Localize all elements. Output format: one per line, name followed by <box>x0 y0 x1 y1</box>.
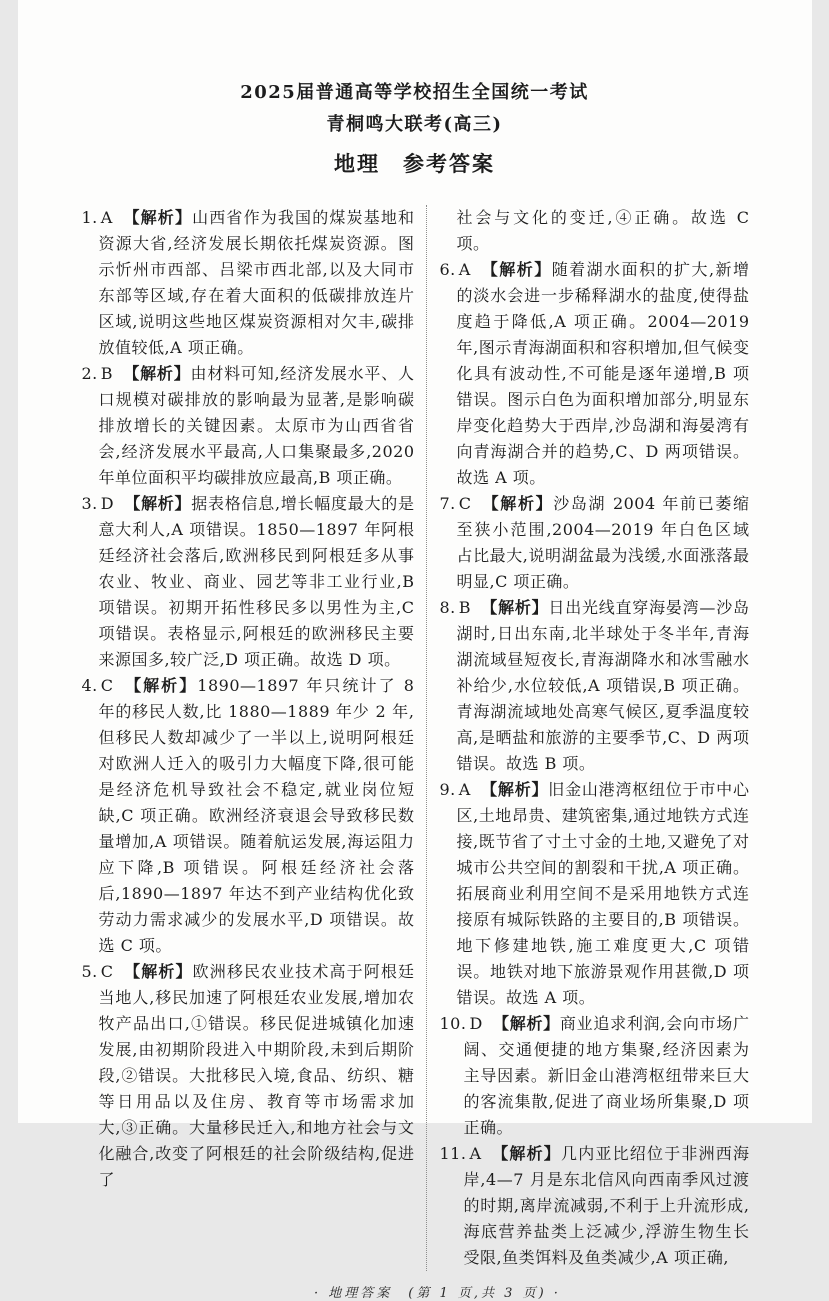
answer-sheet-page <box>18 0 812 1123</box>
answer-item-11 <box>440 1141 750 1271</box>
answer-letter: A <box>459 780 471 799</box>
question-number: 9. <box>440 780 456 799</box>
answer-item-2 <box>82 361 415 491</box>
analysis-text: 随着湖水面积的扩大,新增的淡水会进一步稀释湖水的盐度,使得盐度趋于降低,A 项正确。2004—2019 年,图示青海湖面积和容积增加,但气候变化具有波动性,不可能是逐年递增,B 项错误。图示白色为面积增加部分,明显东岸变化趋势大于西岸,沙岛湖和海晏湾有向青海湖合并的趋势,C、D 两项错误。故选 A 项。 <box>457 260 750 487</box>
right-column <box>427 205 750 1271</box>
question-number: 2. <box>82 364 98 383</box>
analysis-label: 【解析】 <box>124 676 198 695</box>
answer-item-10 <box>440 1011 750 1141</box>
exam-title: 2025届普通高等学校招生全国统一考试 <box>18 80 812 106</box>
answer-letter: B <box>101 364 113 383</box>
answer-columns <box>82 205 750 1271</box>
analysis-text: 商业追求利润,会向市场广阔、交通便捷的地方集聚,经济因素为主导因素。新旧金山港湾枢纽带来巨大的客流集散,促进了商业场所集聚,D 项正确。 <box>464 1014 750 1137</box>
answer-item-8 <box>440 595 750 777</box>
analysis-label: 【解析】 <box>124 494 191 513</box>
analysis-label: 【解析】 <box>482 494 554 513</box>
question-number: 5. <box>82 962 98 981</box>
answer-letter: D <box>469 1014 482 1033</box>
analysis-text: 1890—1897 年只统计了 8 年的移民人数,比 1880—1889 年少 2 年,但移民人数却减少了一半以上,说明阿根廷对欧洲人迁入的吸引力大幅度下降,很可能是经济危机导致社会不稳定,就业岗位短缺,C 项正确。欧洲经济衰退会导致移民数量增加,A 项错误。随着航运发展,海运阻力应下降,B 项错误。阿根廷经济社会落后,1890—1897 年达不到产业结构优化致劳动力需求减少的发展水平,D 项错误。故选 C 项。 <box>99 676 415 955</box>
analysis-text: 沙岛湖 2004 年前已萎缩至狭小范围,2004—2019 年白色区域占比最大,说明湖盆最为浅缓,水面涨落最明显,C 项正确。 <box>457 494 750 591</box>
question-number: 11. <box>440 1144 467 1163</box>
answer-item-6 <box>440 257 750 491</box>
question-number: 4. <box>82 676 98 695</box>
analysis-text: 欧洲移民农业技术高于阿根廷当地人,移民加速了阿根廷农业发展,增加农牧产品出口,①错误。移民促进城镇化加速发展,由初期阶段进入中期阶段,未到后期阶段,②错误。大批移民入境,食品、纺织、糖等日用品以及住房、教育等市场需求加大,③正确。大量移民迁入,和地方社会与文化融合,改变了阿根廷的社会阶级结构,促进了 <box>99 962 415 1189</box>
question-number: 3. <box>82 494 98 513</box>
answer-item-1 <box>82 205 415 361</box>
analysis-label: 【解析】 <box>124 962 193 981</box>
answer-letter: A <box>101 208 113 227</box>
answer-item-3 <box>82 491 415 673</box>
analysis-text: 日出光线直穿海晏湾—沙岛湖时,日出东南,北半球处于冬半年,青海湖流域昼短夜长,青海湖降水和冰雪融水补给少,水位较低,A 项错误,B 项正确。青海湖流域地处高寒气候区,夏季温度较高,是晒盐和旅游的主要季节,C、D 两项错误。故选 B 项。 <box>457 598 750 773</box>
question-number: 1. <box>82 208 98 227</box>
question-number: 8. <box>440 598 456 617</box>
answer-letter: D <box>101 494 114 513</box>
answer-item-4 <box>82 673 415 959</box>
analysis-label: 【解析】 <box>123 364 191 383</box>
analysis-text: 据表格信息,增长幅度最大的是意大利人,A 项错误。1850—1897 年阿根廷经济社会落后,欧洲移民到阿根廷多从事农业、牧业、商业、园艺等非工业行业,B 项错误。初期开拓性移民多以男性为主,C 项错误。表格显示,阿根廷的欧洲移民主要来源国多,较广泛,D 项正确。故选 D 项。 <box>99 494 415 669</box>
analysis-label: 【解析】 <box>481 780 548 799</box>
analysis-label: 【解析】 <box>493 1014 560 1033</box>
exam-subtitle: 青桐鸣大联考(高三) <box>18 112 812 138</box>
answer-item-9 <box>440 777 750 1011</box>
question-number: 7. <box>440 494 456 513</box>
analysis-label: 【解析】 <box>481 260 552 279</box>
analysis-label: 【解析】 <box>492 1144 562 1163</box>
answer-letter: A <box>469 1144 481 1163</box>
analysis-label: 【解析】 <box>481 598 548 617</box>
answer-item-5-continuation: 社会与文化的变迁,④正确。故选 C 项。 <box>440 205 750 257</box>
answer-item-5 <box>82 959 415 1193</box>
analysis-text: 几内亚比绍位于非洲西海岸,4—7 月是东北信风向西南季风过渡的时期,离岸流减弱,不利于上升流形成,海底营养盐类上泛减少,浮游生物生长受限,鱼类饵料及鱼类减少,A 项正确, <box>464 1144 750 1267</box>
answer-letter: A <box>459 260 471 279</box>
question-number: 6. <box>440 260 456 279</box>
analysis-text: 山西省作为我国的煤炭基地和资源大省,经济发展长期依托煤炭资源。图示忻州市西部、吕梁市西北部,以及大同市东部等区域,存在着大面积的低碳排放连片区域,说明这些地区煤炭资源相对欠丰,碳排放值较低,A 项正确。 <box>99 208 415 357</box>
page-footer: · 地理答案 (第 1 页,共 3 页) · <box>41 1282 829 1301</box>
left-column <box>82 205 427 1271</box>
analysis-text: 由材料可知,经济发展水平、人口规模对碳排放的影响最为显著,是影响碳排放增长的关键因素。太原市为山西省省会,经济发展水平最高,人口集聚最多,2020 年单位面积平均碳排放应最高,B 项正确。 <box>99 364 415 487</box>
answer-letter: C <box>101 962 114 981</box>
subject-title: 地理 参考答案 <box>18 150 812 178</box>
document-header <box>18 0 812 178</box>
analysis-text: 旧金山港湾枢纽位于市中心区,土地昂贵、建筑密集,通过地铁方式连接,既节省了寸土寸金的土地,又避免了对城市公共空间的割裂和干扰,A 项正确。拓展商业利用空间不是采用地铁方式连接原有城际铁路的主要目的,B 项错误。地下修建地铁,施工难度更大,C 项错误。地铁对地下旅游景观作用甚微,D 项错误。故选 A 项。 <box>457 780 750 1007</box>
question-number: 10. <box>440 1014 467 1033</box>
answer-letter: C <box>101 676 114 695</box>
answer-letter: B <box>459 598 471 617</box>
analysis-label: 【解析】 <box>123 208 192 227</box>
answer-letter: C <box>459 494 472 513</box>
answer-item-7 <box>440 491 750 595</box>
